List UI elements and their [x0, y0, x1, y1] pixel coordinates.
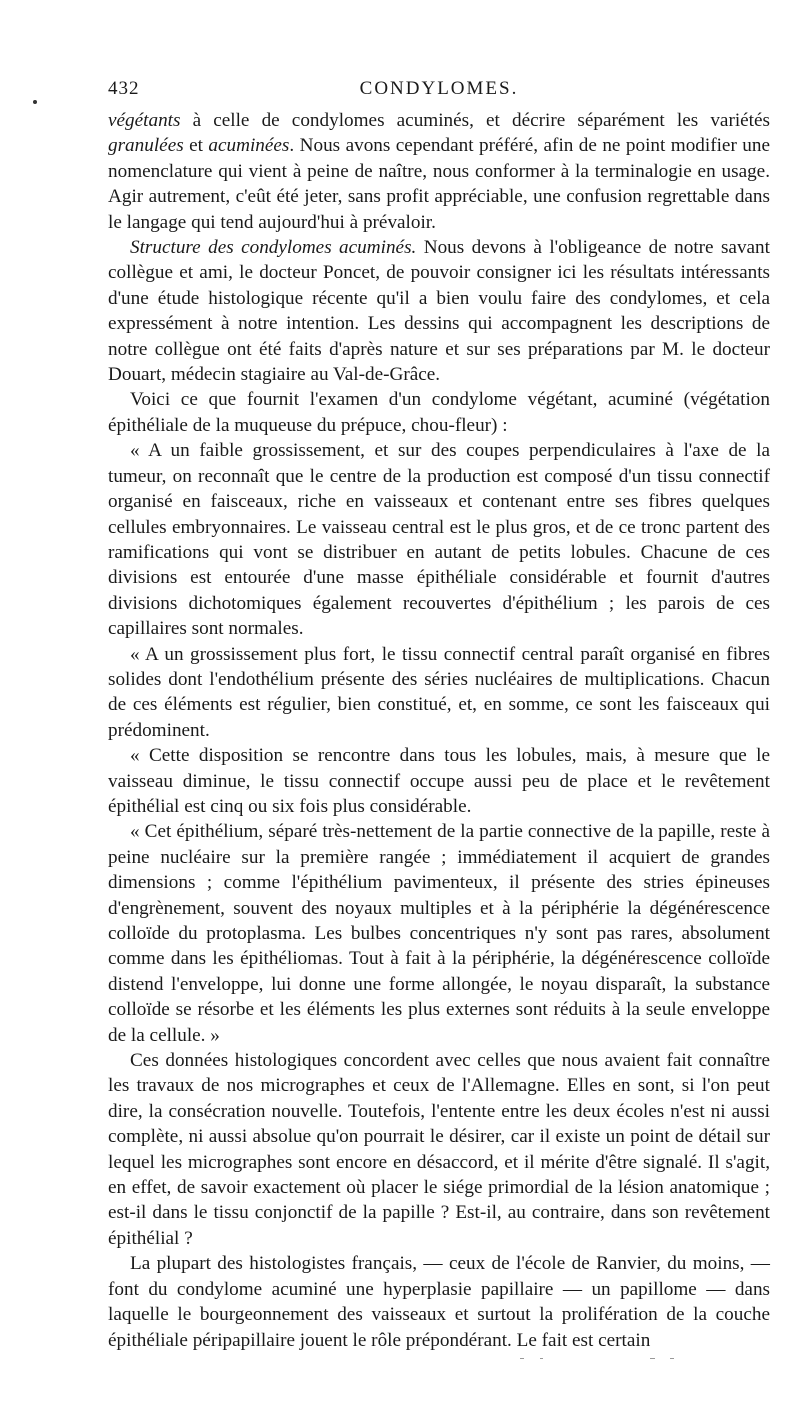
stray-ink-dot: [33, 100, 37, 104]
text-run: « A un faible grossissement, et sur des coupes perpendiculaires à l'axe de la tumeur, on reconnaît que le centre de la production est composé d'un tissu connectif organisé en faisceaux, riche en vaisseaux et contenant entre ses fibres quelques cellules embryonnaires. Le vaisseau central est le plus gros, et de ce tronc partent des ramifications qui vont se distribuer en autant de petits lobules. Chacune de ces divisions est entourée d'une masse épithéliale considérable et fournit d'autres divisions dichotomiques également recouvertes d'épithélium ; les parois de ces capillaires sont normales.: [108, 440, 770, 640]
text-run: « Cet épithélium, séparé très-nettement de la partie connective de la papille, reste à peine nucléaire sur la première rangée ; immédiatement il acquiert de grandes dimensions ; comme l'épithélium pavimenteux, il présente des stries épineuses d'engrènement, souvent des noyaux multiples et à la périphérie la dégénérescence colloïde du protoplasma. Les bulbes concentriques n'y sont pas rares, absolument comme dans les épithéliomas. Tout à fait à la périphérie, la dégénérescence colloïde distend l'enveloppe, lui donne une forme allongée, le noyau disparaît, la substance colloïde se résorbe et les éléments les plus externes sont réduits à la seule enveloppe de la cellule. »: [108, 821, 770, 1046]
body-text: [108, 108, 770, 1353]
italic-text: acuminées: [208, 135, 290, 157]
text-run: « Cette disposition se rencontre dans tous les lobules, mais, à mesure que le vaisseau diminue, le tissu connectif occupe aussi peu de place et le revêtement épithélial est cinq ou six fois plus considérable.: [108, 745, 770, 817]
italic-text: granulées: [108, 135, 184, 157]
scan-noise: [400, 1358, 700, 1360]
running-head: CONDYLOMES.: [359, 78, 519, 99]
italic-text: Structure des condylomes acuminés.: [130, 237, 417, 259]
text-run: Ces données histologiques concordent avec celles que nous avaient fait connaître les travaux de nos micrographes et ceux de l'Allemagne. Elles en sont, si l'on peut dire, la consécration nouvelle. Toutefois, l'entente entre les deux écoles n'est ni aussi complète, ni aussi absolue qu'on pourrait le désirer, car il existe un point de détail sur lequel les micrographes sont encore en désaccord, et il mérite d'être signalé. Il s'agit, en effet, de savoir exactement où placer le siége primordial de la lésion anatomique ; est-il dans le tissu conjonctif de la papille ? Est-il, au contraire, dans son revêtement épithélial ?: [108, 1050, 770, 1249]
text-run: La plupart des histologistes français, — ceux de l'école de Ranvier, du moins, — font du condylome acuminé une hyperplasie papillaire — un papillome — dans laquelle le bourgeonnement des vaisseaux et surtout la prolifération de la couche épithéliale péripapillaire jouent le rôle prépondérant. Le fait est certain: [108, 1253, 770, 1351]
paragraph: [108, 1048, 770, 1251]
text-run: Voici ce que fournit l'examen d'un condylome végétant, acuminé (végétation épithéliale de la muqueuse du prépuce, chou-fleur) :: [108, 389, 770, 436]
paragraph: [108, 438, 770, 641]
page-number: 432: [108, 78, 140, 99]
paragraph: [108, 108, 770, 235]
text-run: et: [183, 135, 209, 157]
text-run: à celle de condylomes acuminés, et décrire séparément les variétés: [180, 110, 770, 131]
text-run: « A un grossissement plus fort, le tissu connectif central paraît organisé en fibres solides dont l'endothélium présente des séries nucléaires de multiplications. Chacun de ces éléments est régulier, bien constitué, et, en somme, ce sont les faisceaux qui prédominent.: [108, 643, 770, 741]
paragraph: [108, 387, 770, 438]
paragraph: [108, 1251, 770, 1353]
text-run: . Nous avons cependant préféré, afin de ne point modifier une nomenclature qui vient à peine de naître, nous conformer à la terminalogie en usage. Agir autrement, c'eût été jeter, sans profit appréciable, une confusion regrettable dans le langage qui tend aujourd'hui à prévaloir.: [108, 135, 770, 233]
paragraph: [108, 743, 770, 819]
paragraph: [108, 819, 770, 1048]
book-page: [108, 78, 770, 1353]
page-header: [108, 78, 770, 108]
paragraph: [108, 235, 770, 387]
text-run: Nous devons à l'obligeance de notre savant collègue et ami, le docteur Poncet, de pouvoir consigner ici les résultats intéressants d'une étude histologique récente qu'il a bien voulu faire des condylomes, et cela expressément à notre intention. Les dessins qui accompagnent les descriptions de notre collègue ont été faits d'après nature et sur ses préparations par M. le docteur Douart, médecin stagiaire au Val-de-Grâce.: [108, 237, 770, 386]
italic-text: végétants: [108, 110, 181, 131]
paragraph: [108, 642, 770, 744]
